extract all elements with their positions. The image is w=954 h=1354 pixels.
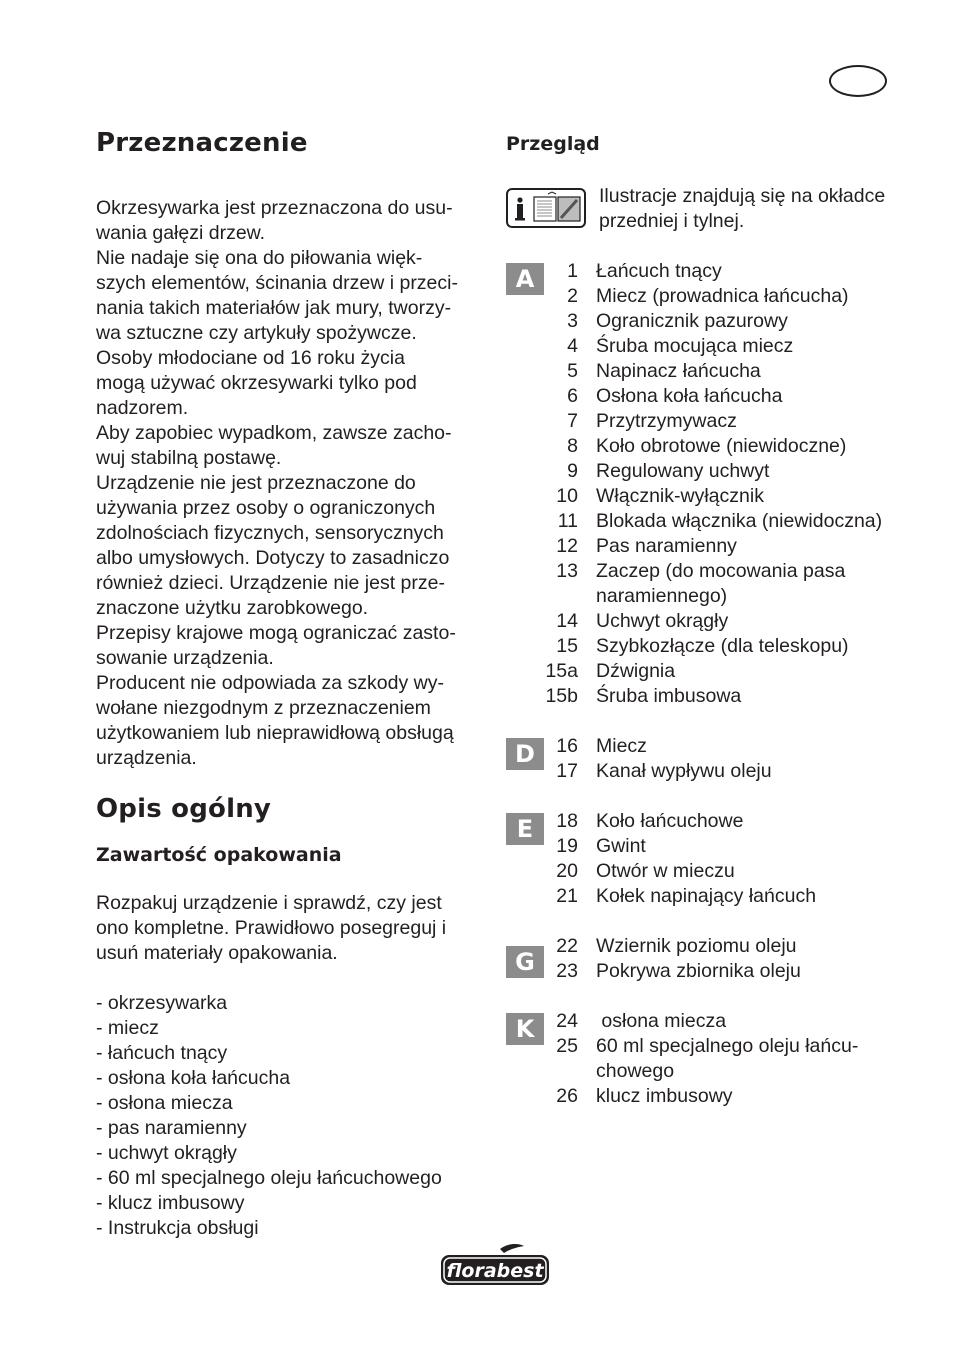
item-label: Koło obrotowe (niewidoczne) [596,435,847,457]
group-e [506,809,926,909]
list-item [506,1084,926,1109]
figure-badge: K [506,1013,544,1045]
subsection-title-contents: Zawartość opakowania [96,844,342,866]
group-a [506,259,926,709]
list-item [506,534,926,559]
list-item [506,809,926,834]
item-number: 23 [556,960,578,982]
purpose-line: wołane niezgodnym z przeznaczeniem [96,697,431,719]
item-label: Gwint [596,835,646,857]
item-label: Osłona koła łańcucha [596,385,783,407]
list-item: - okrzesywarka [96,992,228,1014]
purpose-line: Urządzenie nie jest przeznaczone do [96,472,416,494]
item-label: Blokada włącznika (niewidoczna) [596,510,883,532]
info-note [599,184,919,234]
item-number: 6 [567,385,578,407]
list-item: - osłona miecza [96,1092,233,1114]
item-label: Pas naramienny [596,535,737,557]
contents-line: usuń materiały opakowania. [96,942,338,964]
list-item [506,309,926,334]
purpose-line: Osoby młodociane od 16 roku życia [96,347,405,369]
item-number: 13 [556,560,578,582]
item-label: Otwór w mieczu [596,860,735,882]
item-number: 1 [567,260,578,282]
item-number: 24 [556,1010,578,1032]
purpose-line: urządzenia. [96,747,197,769]
list-item [506,1009,926,1034]
item-label: Łańcuch tnący [596,260,722,282]
list-item [506,634,926,659]
purpose-line: nania takich materiałów jak mury, tworzy- [96,297,452,319]
section-title-general: Opis ogólny [96,794,272,824]
list-item [506,259,926,284]
florabest-logo [438,1243,552,1289]
item-number: 17 [556,760,578,782]
list-item: - klucz imbusowy [96,1192,245,1214]
item-label: Włącznik-wyłącznik [596,485,764,507]
item-number: 9 [567,460,578,482]
item-label: naramiennego) [596,585,728,607]
item-label: Napinacz łańcucha [596,360,761,382]
item-label: Kołek napinający łańcuch [596,885,817,907]
purpose-line: Nie nadaje się ona do piłowania więk- [96,247,423,269]
purpose-line: zdolnościach fizycznych, sensorycznych [96,522,444,544]
item-label: chowego [596,1060,675,1082]
item-label: Zaczep (do mocowania pasa [596,560,846,582]
list-item [506,859,926,884]
purpose-line: znaczone użytku zarobkowego. [96,597,369,619]
contents-line: ono kompletne. Prawidłowo posegreguj i [96,917,447,939]
item-label: klucz imbusowy [596,1085,733,1107]
list-item [506,734,926,759]
section-title-purpose: Przeznaczenie [96,128,308,158]
list-item [506,559,926,584]
list-item [506,434,926,459]
item-number: 22 [556,935,578,957]
list-item: - miecz [96,1017,159,1039]
purpose-line: wa sztuczne czy artykuły spożywcze. [96,322,417,344]
list-item [506,959,926,984]
list-item [506,284,926,309]
figure-badge: G [506,946,544,978]
item-number: 15a [545,660,578,682]
list-item [506,609,926,634]
info-note-line: Ilustracje znajdują się na okładce [599,185,886,207]
list-item [506,484,926,509]
item-label: Koło łańcuchowe [596,810,744,832]
item-label: osłona miecza [596,1010,727,1032]
list-item [506,509,926,534]
list-item [506,834,926,859]
item-number: 5 [567,360,578,382]
purpose-line: Producent nie odpowiada za szkody wy- [96,672,444,694]
item-label: Uchwyt okrągły [596,610,729,632]
item-label: Przytrzymywacz [596,410,737,432]
list-item: - 60 ml specjalnego oleju łańcuchowego [96,1167,442,1189]
purpose-line: szych elementów, ścinania drzew i przeci- [96,272,458,294]
group-g [506,934,926,984]
list-item: - uchwyt okrągły [96,1142,237,1164]
item-label: Śruba imbusowa [596,685,742,707]
list-item [506,759,926,784]
item-number: 15b [545,685,578,707]
item-label: Śruba mocująca miecz [596,335,794,357]
info-note-line: przedniej i tylnej. [599,210,745,232]
item-number: 18 [556,810,578,832]
purpose-line: również dzieci. Urządzenie nie jest prze- [96,572,445,594]
info-book-icon [506,188,586,228]
purpose-line: Okrzesywarka jest przeznaczona do usu- [96,197,453,219]
purpose-text [96,196,488,771]
item-number: 10 [556,485,578,507]
item-number: 4 [567,335,578,357]
item-number: 8 [567,435,578,457]
purpose-line: sowanie urządzenia. [96,647,274,669]
list-item: - Instrukcja obsługi [96,1217,259,1239]
figure-badge: E [506,813,544,845]
item-label: 60 ml specjalnego oleju łańcu- [596,1035,859,1057]
item-label: Pokrywa zbiornika oleju [596,960,801,982]
logo-text: florabest [446,1260,544,1282]
item-number: 26 [556,1085,578,1107]
purpose-line: Przepisy krajowe mogą ograniczać zasto- [96,622,456,644]
list-item: - osłona koła łańcucha [96,1067,291,1089]
list-item [506,1034,926,1059]
item-number: 16 [556,735,578,757]
list-item: - łańcuch tnący [96,1042,228,1064]
purpose-line: wania gałęzi drzew. [96,222,266,244]
item-number: 7 [567,410,578,432]
purpose-line: mogą używać okrzesywarki tylko pod [96,372,417,394]
list-item [506,384,926,409]
list-item [506,659,926,684]
item-label: Dźwignia [596,660,676,682]
list-item: - pas naramienny [96,1117,247,1139]
item-label: Miecz [596,735,647,757]
list-item [506,934,926,959]
language-oval-icon [829,65,887,97]
list-item [506,884,926,909]
list-item [506,684,926,709]
item-number: 19 [556,835,578,857]
figure-badge: A [506,263,544,295]
right-column [506,128,926,1107]
item-number: 14 [556,610,578,632]
purpose-line: używania przez osoby o ograniczonych [96,497,436,519]
contents-line: Rozpakuj urządzenie i sprawdź, czy jest [96,892,442,914]
list-item [506,1059,926,1084]
item-number: 20 [556,860,578,882]
group-k [506,1009,926,1109]
item-number: 12 [556,535,578,557]
item-label: Kanał wypływu oleju [596,760,772,782]
contents-text [96,891,488,966]
figure-badge: D [506,738,544,770]
contents-list [96,991,488,1241]
item-label: Wziernik poziomu oleju [596,935,797,957]
item-number: 11 [557,510,578,532]
list-item [506,459,926,484]
item-label: Miecz (prowadnica łańcucha) [596,285,849,307]
item-label: Szybkozłącze (dla teleskopu) [596,635,849,657]
list-item [506,359,926,384]
item-number: 21 [556,885,578,907]
item-number: 15 [556,635,578,657]
section-title-overview: Przegląd [506,133,600,155]
purpose-line: użytkowaniem lub nieprawidłową obsługą [96,722,454,744]
group-d [506,734,926,784]
item-label: Regulowany uchwyt [596,460,770,482]
purpose-line: nadzorem. [96,397,189,419]
purpose-line: wuj stabilną postawę. [96,447,282,469]
item-number: 25 [556,1035,578,1057]
list-item [506,334,926,359]
purpose-line: albo umysłowych. Dotyczy to zasadniczo [96,547,450,569]
item-number: 2 [567,285,578,307]
item-label: Ogranicznik pazurowy [596,310,788,332]
item-number: 3 [567,310,578,332]
left-column [96,128,488,1241]
purpose-line: Aby zapobiec wypadkom, zawsze zacho- [96,422,452,444]
list-item [506,409,926,434]
list-item [506,584,926,609]
